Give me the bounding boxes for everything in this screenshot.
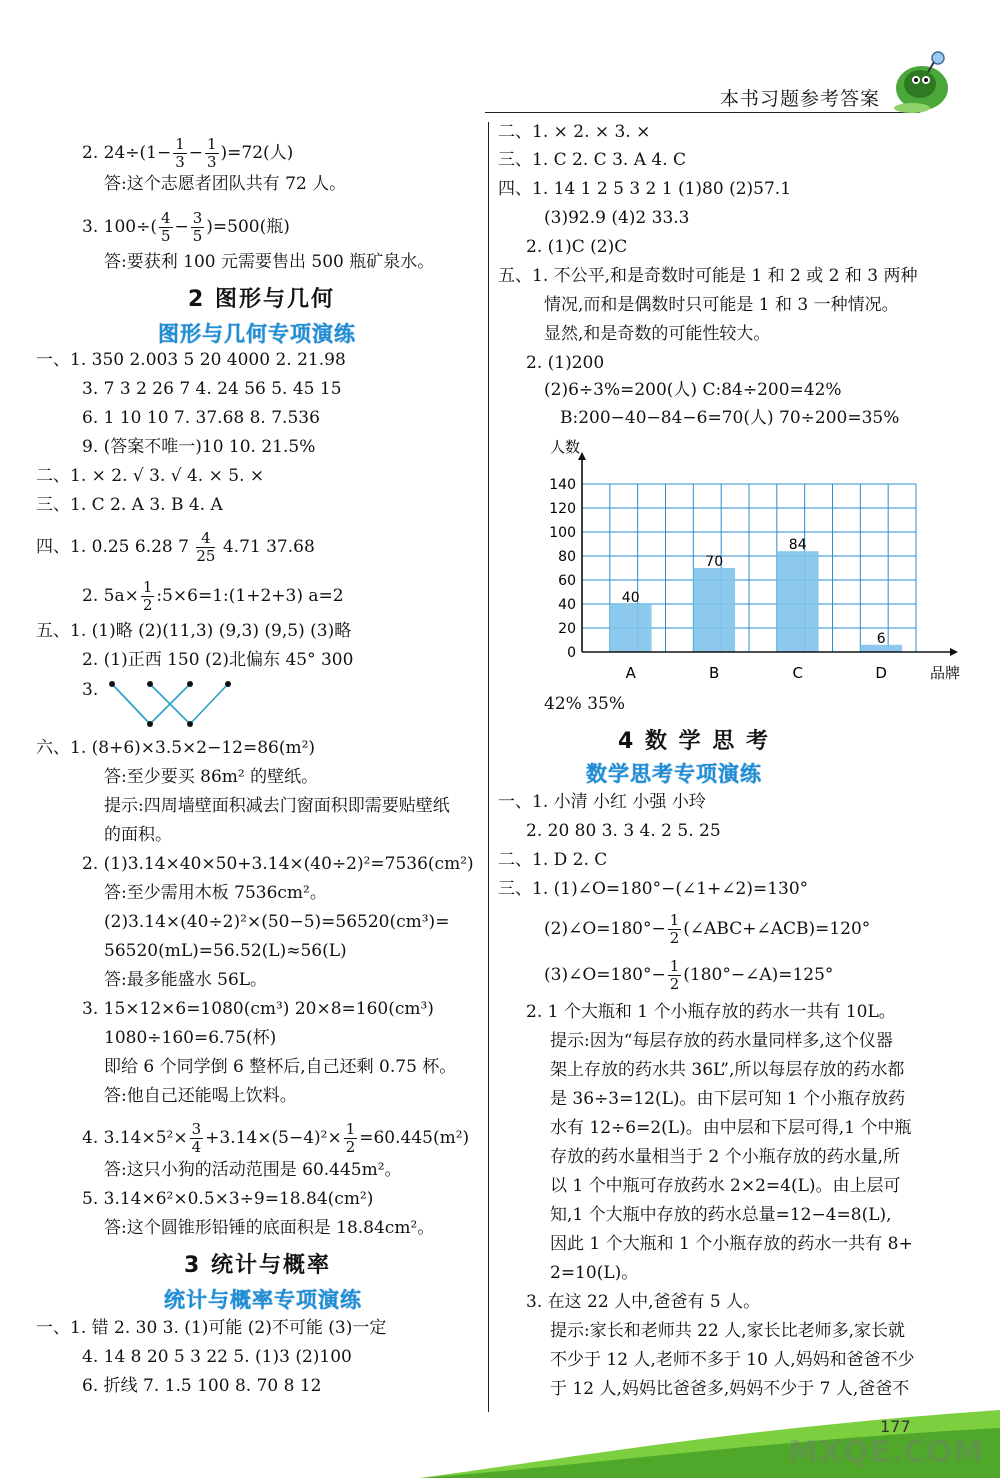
denominator: 5: [192, 227, 203, 245]
answer-line: 提示:家长和老师共 22 人,家长比老师多,家长就: [550, 1321, 905, 1341]
fraction: [159, 210, 173, 245]
y-tick-label: 60: [558, 573, 576, 589]
answer-line: 架上存放的药水共 36L”,所以每层存放的药水都: [550, 1060, 905, 1080]
expr-text: 2. 5a×: [82, 586, 139, 606]
answer-line: 答:他自己还能喝上饮料。: [104, 1086, 297, 1106]
answer-line: (2)3.14×(40÷2)²×(50−5)=56520(cm³)=: [104, 912, 450, 932]
answer-line: 2. (1)C (2)C: [526, 237, 628, 257]
expr-text: (2)∠O=180°−: [544, 919, 666, 939]
denominator: 2: [142, 596, 153, 614]
expr-text: (∠ABC+∠ACB)=120°: [683, 919, 871, 939]
x-axis-arrow: [950, 648, 958, 656]
answer-line: 的面积。: [104, 825, 172, 845]
expr-text: +3.14×(5−4)²×: [205, 1128, 342, 1148]
answer-line: 3. 在这 22 人中,爸爸有 5 人。: [526, 1292, 761, 1312]
answer-line: 3. 15×12×6=1080(cm³) 20×8=160(cm³): [82, 999, 434, 1019]
numerator: 3: [191, 1120, 202, 1138]
section-title: 4 数 学 思 考: [618, 729, 770, 754]
answer-line: 五、1. 不公平,和是奇数时可能是 1 和 2 或 2 和 3 两种: [498, 266, 918, 286]
answer-line: 答:这个圆锥形铅锤的底面积是 18.84cm²。: [104, 1218, 435, 1238]
answer-line: 于 12 人,妈妈比爸爸多,妈妈不少于 7 人,爸爸不: [550, 1379, 910, 1399]
numerator: 3: [192, 209, 203, 227]
answer-line: [82, 1121, 469, 1156]
answer-line: 是 36÷3=12(L)。由下层可知 1 个小瓶存放药: [550, 1089, 906, 1109]
y-tick-label: 20: [558, 621, 576, 637]
answer-line: 2. 1 个大瓶和 1 个小瓶存放的药水一共有 10L。: [526, 1002, 896, 1022]
y-tick-label: 100: [549, 525, 576, 541]
answer-line: 6. 折线 7. 1.5 100 8. 70 8 12: [82, 1376, 322, 1396]
answer-line: 1080÷160=6.75(杯): [104, 1028, 277, 1048]
column-divider: [488, 122, 489, 1412]
answer-line: 一、1. 小清 小红 小强 小玲: [498, 792, 706, 812]
expr-text: )=72(人): [220, 143, 294, 163]
answer-line: 答:最多能盛水 56L。: [104, 970, 268, 990]
answer-line: 不少于 12 人,老师不多于 10 人,妈妈和爸爸不少: [550, 1350, 915, 1370]
numerator: 1: [207, 135, 217, 153]
bar-C: [777, 551, 819, 652]
denominator: 5: [160, 227, 171, 245]
answer-line: 答:这个志愿者团队共有 72 人。: [104, 174, 347, 194]
answer-line: 水有 12÷6=2(L)。由中层和下层可得,1 个中瓶: [550, 1118, 912, 1138]
numerator: 4: [196, 530, 215, 548]
fraction: [344, 1121, 358, 1156]
expr-text: 4.71 37.68: [217, 537, 315, 557]
section-subtitle: 数学思考专项演练: [586, 762, 762, 786]
denominator: 4: [191, 1138, 202, 1156]
denominator: 3: [175, 153, 185, 171]
answer-line: 情况,而和是偶数时只可能是 1 和 3 一种情况。: [544, 295, 899, 315]
answer-line: 答:至少需用木板 7536cm²。: [104, 883, 327, 903]
bar-A: [610, 604, 652, 652]
fraction: [668, 958, 682, 993]
denominator: 2: [669, 975, 680, 993]
denominator: 25: [196, 547, 216, 565]
watermark: MXQE.COM: [788, 1435, 984, 1470]
x-tick-label: D: [875, 664, 887, 682]
header-title: 本书习题参考答案: [719, 88, 880, 110]
answer-line: B:200−40−84−6=70(人) 70÷200=35%: [560, 408, 900, 428]
answer-line: [544, 912, 870, 947]
y-axis-label: 人数: [550, 438, 581, 456]
bar-value-label: 6: [876, 630, 886, 647]
answer-line: 3. 7 3 2 26 7 4. 24 56 5. 45 15: [82, 379, 342, 399]
answer-line: 存放的药水量相当于 2 个小瓶存放的药水量,所: [550, 1147, 901, 1167]
expr-text: 4. 3.14×5²×: [82, 1128, 188, 1148]
answer-line: 2. (1)3.14×40×50+3.14×(40÷2)²=7536(cm²): [82, 854, 474, 874]
expr-text: (180°−∠A)=125°: [683, 965, 834, 985]
answer-line: 6. 1 10 10 7. 37.68 8. 7.536: [82, 408, 320, 428]
y-tick-label: 0: [567, 645, 576, 661]
bar-value-label: 40: [621, 590, 640, 606]
answer-line: 42% 35%: [544, 694, 625, 714]
expr-text: )=500(瓶): [206, 217, 290, 237]
answer-line: 四、1. 14 1 2 5 3 2 1 (1)80 (2)57.1: [498, 179, 792, 199]
y-tick-label: 140: [549, 477, 576, 493]
numerator: 1: [175, 135, 185, 153]
section-title: 2 图形与几何: [188, 287, 335, 312]
denominator: 2: [345, 1138, 356, 1156]
bar-value-label: 84: [788, 537, 807, 554]
x-tick-label: C: [792, 664, 803, 682]
answer-line: [82, 210, 290, 245]
fraction: [196, 530, 215, 565]
answer-line: 一、1. 错 2. 30 3. (1)可能 (2)不可能 (3)一定: [36, 1318, 387, 1338]
answer-line: 2. 20 80 3. 3 4. 2 5. 25: [526, 821, 721, 841]
fraction: [173, 136, 187, 171]
answer-line: 答:这只小狗的活动范围是 60.445m²。: [104, 1160, 402, 1180]
section-subtitle: 统计与概率专项演练: [164, 1288, 362, 1312]
expr-text: 3. 100÷(: [82, 217, 157, 237]
answer-line: [82, 136, 293, 171]
answer-line: 二、1. × 2. √ 3. √ 4. × 5. ×: [36, 466, 265, 486]
denominator: 2: [669, 929, 680, 947]
answer-line: 3.: [82, 680, 99, 700]
expr-text: −: [174, 217, 189, 237]
answer-line: 二、1. × 2. × 3. ×: [498, 122, 651, 142]
section-title: 3 统计与概率: [184, 1253, 331, 1278]
answer-line: 即给 6 个同学倒 6 整杯后,自己还剩 0.75 杯。: [104, 1057, 457, 1077]
x-tick-label: B: [709, 664, 720, 682]
answer-line: 2=10(L)。: [550, 1263, 639, 1283]
answer-line: (2)6÷3%=200(人) C:84÷200=42%: [544, 380, 842, 400]
fraction: [668, 912, 682, 947]
answer-line: 2. (1)200: [526, 353, 605, 373]
x-tick-label: A: [625, 664, 636, 682]
answer-line: 5. 3.14×6²×0.5×3÷9=18.84(cm²): [82, 1189, 374, 1209]
answer-line: 一、1. 350 2.003 5 20 4000 2. 21.98: [36, 350, 346, 370]
y-tick-label: 40: [558, 597, 576, 613]
fraction: [191, 210, 205, 245]
expr-text: −: [188, 143, 203, 163]
answer-line: 提示:四周墙壁面积减去门窗面积即需要贴壁纸: [104, 796, 450, 816]
expr-text: =60.445(m²): [359, 1128, 470, 1148]
bar-chart: [530, 434, 970, 688]
answer-line: [544, 958, 833, 993]
answer-line: 答:至少要买 86m² 的壁纸。: [104, 767, 319, 787]
fraction: [190, 1121, 204, 1156]
answer-line: 答:要获利 100 元需要售出 500 瓶矿泉水。: [104, 252, 435, 272]
y-tick-label: 120: [549, 501, 576, 517]
answer-line: 六、1. (8+6)×3.5×2−12=86(m²): [36, 738, 316, 758]
numerator: 1: [142, 578, 153, 596]
answer-line: 因此 1 个大瓶和 1 个小瓶存放的药水一共有 8+: [550, 1234, 913, 1254]
fraction: [205, 136, 219, 171]
matching-diagram: [100, 676, 240, 736]
expr-text: 2. 24÷(1−: [82, 143, 172, 163]
section-subtitle: 图形与几何专项演练: [158, 322, 356, 346]
mascot-icon: [882, 40, 962, 120]
denominator: 3: [207, 153, 217, 171]
fraction: [141, 579, 155, 614]
x-axis-label: 品牌: [930, 664, 961, 682]
numerator: 1: [669, 911, 680, 929]
numerator: 1: [345, 1120, 356, 1138]
answer-line: 56520(mL)=56.52(L)≈56(L): [104, 941, 347, 961]
y-tick-label: 80: [558, 549, 576, 565]
answer-line: 以 1 个中瓶可存放药水 2×2=4(L)。由上层可: [550, 1176, 901, 1196]
answer-line: 三、1. (1)∠O=180°−(∠1+∠2)=130°: [498, 879, 809, 899]
answer-line: 9. (答案不唯一)10 10. 21.5%: [82, 437, 316, 457]
expr-text: (3)∠O=180°−: [544, 965, 666, 985]
answer-line: 提示:因为“每层存放的药水量同样多,这个仪器: [550, 1031, 893, 1051]
bar-B: [693, 568, 735, 652]
answer-line: 4. 14 8 20 5 3 22 5. (1)3 (2)100: [82, 1347, 352, 1367]
answer-line: 知,1 个大瓶中存放的药水总量=12−4=8(L),: [550, 1205, 892, 1225]
numerator: 1: [669, 957, 680, 975]
answer-line: 二、1. D 2. C: [498, 850, 608, 870]
bar-value-label: 70: [705, 554, 724, 570]
chart-bars: [610, 551, 902, 652]
answer-line: [82, 579, 344, 614]
answer-line: [36, 530, 315, 565]
answer-line: 五、1. (1)略 (2)(11,3) (9,3) (9,5) (3)略: [36, 621, 352, 641]
answer-line: 2. (1)正西 150 (2)北偏东 45° 300: [82, 650, 354, 670]
header-rule: [485, 112, 920, 113]
answer-line: 显然,和是奇数的可能性较大。: [544, 324, 771, 344]
page-number: 177: [880, 1417, 911, 1436]
numerator: 4: [160, 209, 171, 227]
expr-text: :5×6=1:(1+2+3) a=2: [156, 586, 344, 606]
expr-text: 四、1. 0.25 6.28 7: [36, 537, 195, 557]
answer-line: 三、1. C 2. C 3. A 4. C: [498, 150, 687, 170]
answer-line: (3)92.9 (4)2 33.3: [544, 208, 690, 228]
answer-line: 三、1. C 2. A 3. B 4. A: [36, 495, 223, 515]
